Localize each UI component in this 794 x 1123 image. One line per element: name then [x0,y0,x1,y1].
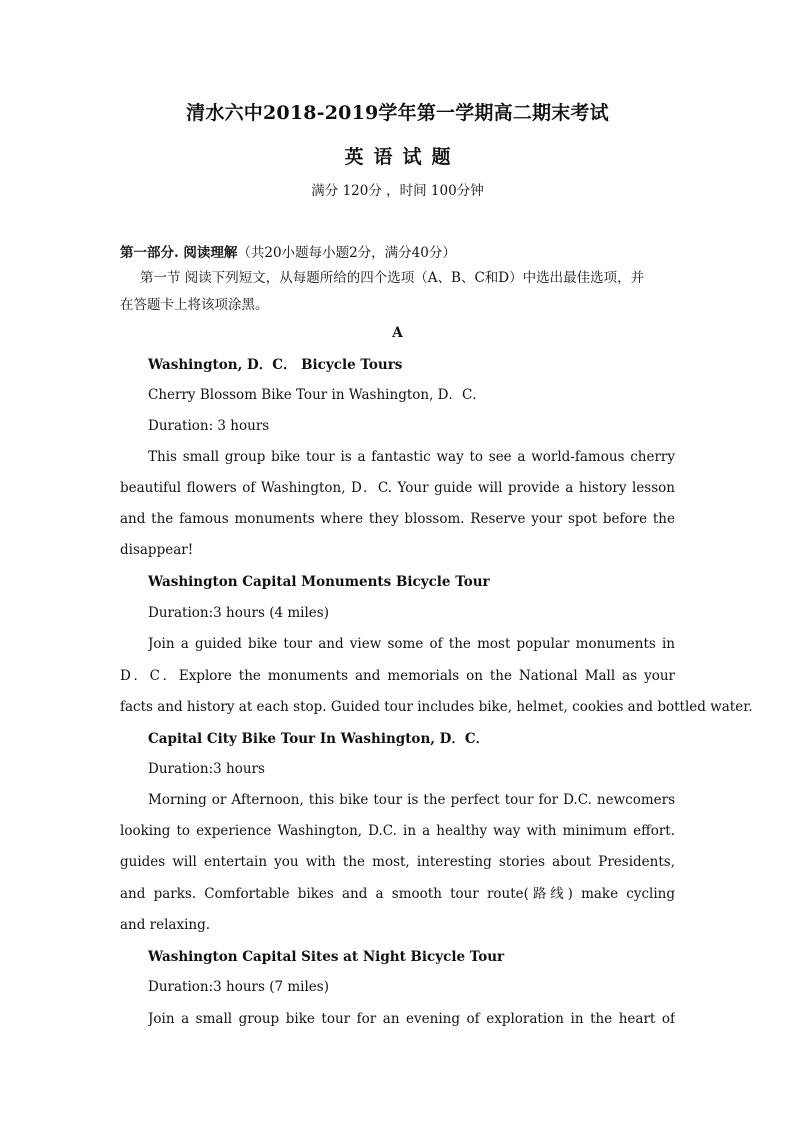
exam-title: 清水六中2018-2019学年第一学期高二期末考试 [186,102,609,124]
tour3-text-line: and parks. Comfortable bikes and a smooth tour route(路线) make cycling [120,886,675,902]
tour1-title: Cherry Blossom Bike Tour in Washington, D．C． [148,387,486,403]
tour3-title: Capital City Bike Tour In Washington, D．C． [148,731,490,747]
tour2-text-line: facts and history at each stop. Guided tour includes bike, helmet, cookies and bottled water. [120,699,753,715]
tour3-text-line: looking to experience Washington, D.C. in a healthy way with minimum effort. [120,823,675,839]
passage-heading: Washington, D．C． Bicycle Tours [148,357,403,373]
tour2-text-line: D．C．Explore the monuments and memorials on the National Mall as your [120,668,675,684]
tour3-duration: Duration:3 hours [148,761,265,777]
tour3-text-line: guides will entertain you with the most, interesting stories about Presidents, [120,854,675,870]
exam-subject: 英语试题 [344,146,461,168]
tour1-text-line: This small group bike tour is a fantastic way to see a world-famous cherry [148,449,675,465]
tour4-title: Washington Capital Sites at Night Bicycle Tour [148,949,505,965]
tour1-text-line: and the famous monuments where they blossom. Reserve your spot before the [120,511,675,527]
part-heading [120,243,675,263]
tour4-duration: Duration:3 hours (7 miles) [148,979,329,995]
tour2-duration: Duration:3 hours (4 miles) [148,605,329,621]
section-instruction-line1: 第一节 阅读下列短文，从每题所给的四个选项（A、B、C和D）中选出最佳选项，并 [140,270,645,286]
tour1-duration: Duration: 3 hours [148,418,270,434]
tour3-text-line: and relaxing. [120,917,211,933]
document-page [120,0,753,1123]
exam-info: 满分 120分 ，时间 100分钟 [311,183,484,199]
tour2-title: Washington Capital Monuments Bicycle Tour [148,574,490,590]
tour4-text-line: Join a small group bike tour for an evening of exploration in the heart of [148,1011,675,1027]
part-title: 第一部分. 阅读理解 [120,245,238,261]
tour3-text-line: Morning or Afternoon, this bike tour is the perfect tour for D.C. newcomers [148,792,675,808]
tour2-text-line: Join a guided bike tour and view some of the most popular monuments in [148,636,675,652]
passage-label: A [392,325,403,341]
part-title-note: （共20小题每小题2分，满分40分） [237,245,456,261]
section-instruction-line2: 在答题卡上将该项涂黑。 [120,297,269,313]
tour1-text-line: disappear! [120,542,194,558]
tour1-text-line: beautiful flowers of Washington, D．C. Your guide will provide a history lesson [120,480,675,496]
